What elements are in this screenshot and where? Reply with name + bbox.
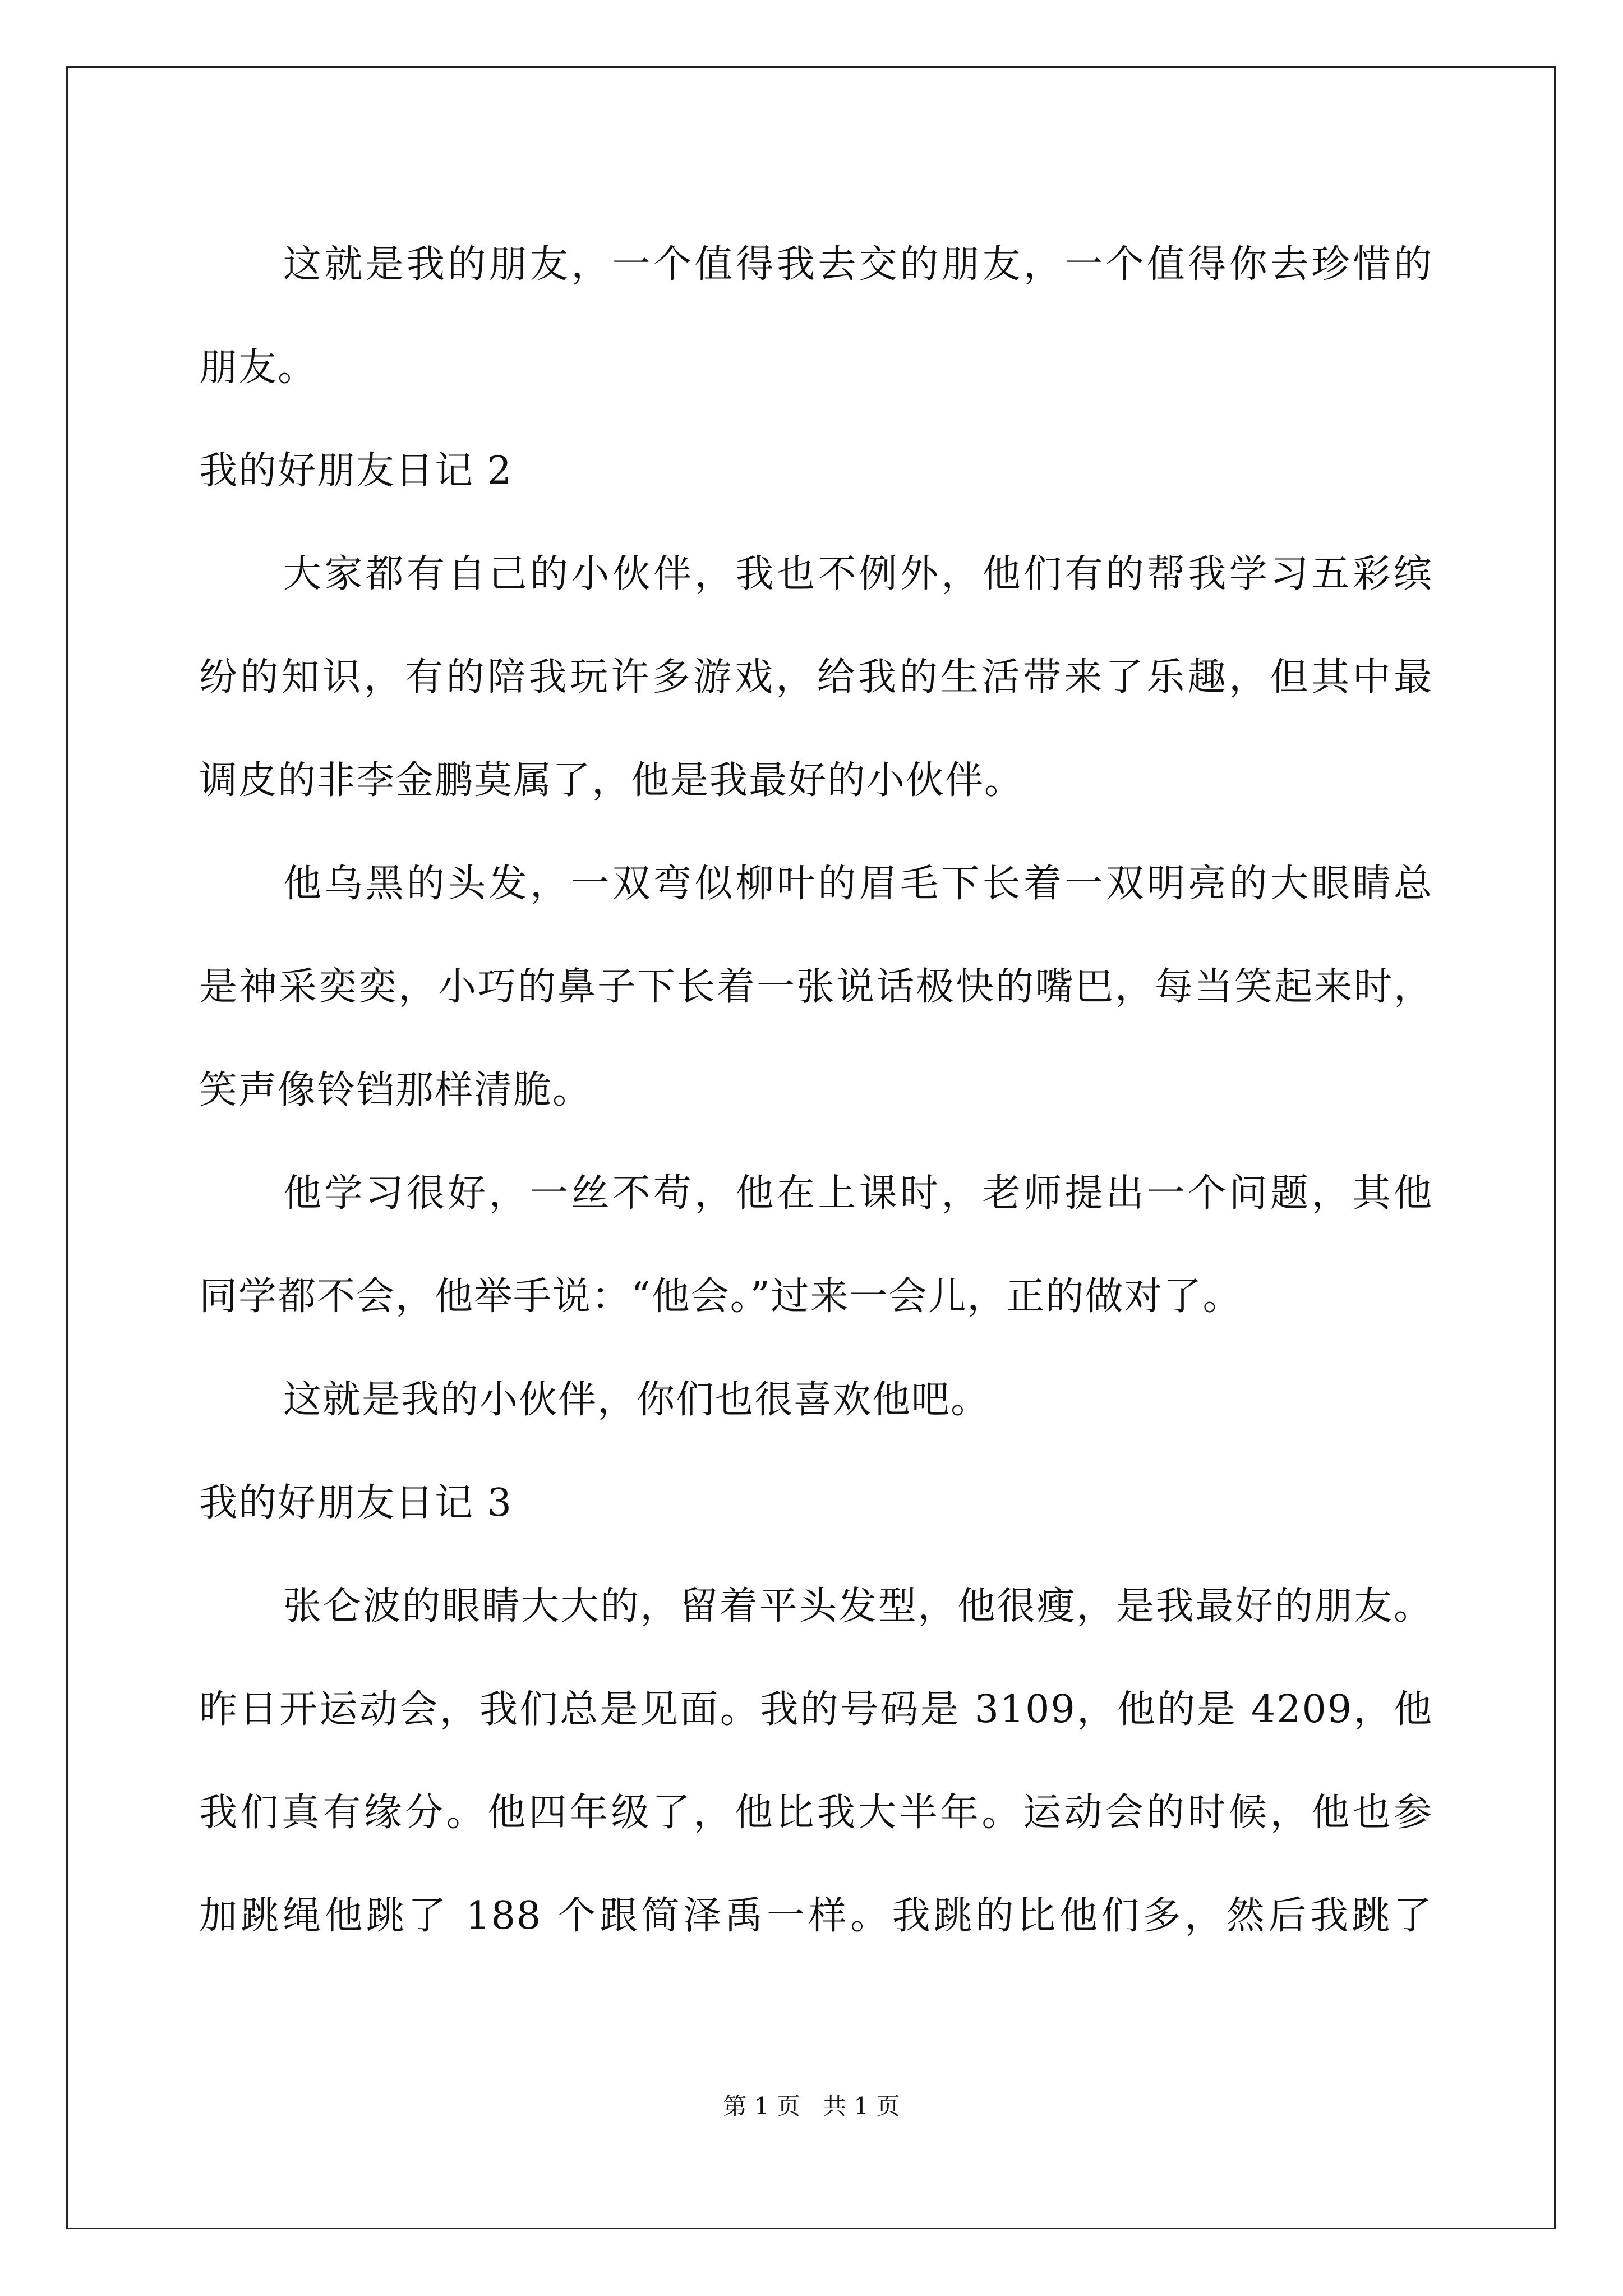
paragraph-line: 调皮的非李金鹏莫属了，他是我最好的小伙伴。 [199, 758, 1024, 803]
paragraph-line: 他学习很好，一丝不苟，他在上课时，老师提出一个问题，其他 [283, 1171, 1433, 1216]
paragraph-line: 朋友。 [199, 346, 317, 390]
paragraph-line: 纷的知识，有的陪我玩许多游戏，给我的生活带来了乐趣，但其中最 [199, 655, 1433, 700]
section-heading: 我的好朋友日记 3 [199, 1481, 513, 1525]
paragraph-line: 大家都有自己的小伙伴，我也不例外，他们有的帮我学习五彩缤 [283, 552, 1433, 596]
paragraph-line: 张仑波的眼睛大大的，留着平头发型，他很瘦，是我最好的朋友。 [283, 1584, 1433, 1628]
paragraph-line: 这就是我的小伙伴，你们也很喜欢他吧。 [283, 1378, 990, 1422]
page-footer: 第 1 页 共 1 页 [723, 2092, 900, 2120]
paragraph-line: 加跳绳他跳了 188 个跟简泽禹一样。我跳的比他们多，然后我跳了 [199, 1894, 1433, 1938]
paragraph-line: 我们真有缘分。他四年级了，他比我大半年。运动会的时候，他也参 [199, 1791, 1433, 1835]
paragraph-line: 同学都不会，他举手说：“他会。”过来一会儿，正的做对了。 [199, 1274, 1242, 1319]
document-body [199, 213, 1433, 1968]
paragraph-line: 这就是我的朋友，一个值得我去交的朋友，一个值得你去珍惜的 [283, 242, 1433, 287]
paragraph-line: 是神采奕奕，小巧的鼻子下长着一张说话极快的嘴巴，每当笑起来时， [199, 965, 1433, 1009]
paragraph-line: 他乌黑的头发，一双弯似柳叶的眉毛下长着一双明亮的大眼睛总 [283, 862, 1433, 906]
paragraph-line: 昨日开运动会，我们总是见面。我的号码是 3109，他的是 4209，他 [199, 1687, 1433, 1732]
section-heading: 我的好朋友日记 2 [199, 449, 513, 493]
paragraph-line: 笑声像铃铛那样清脆。 [199, 1068, 592, 1112]
